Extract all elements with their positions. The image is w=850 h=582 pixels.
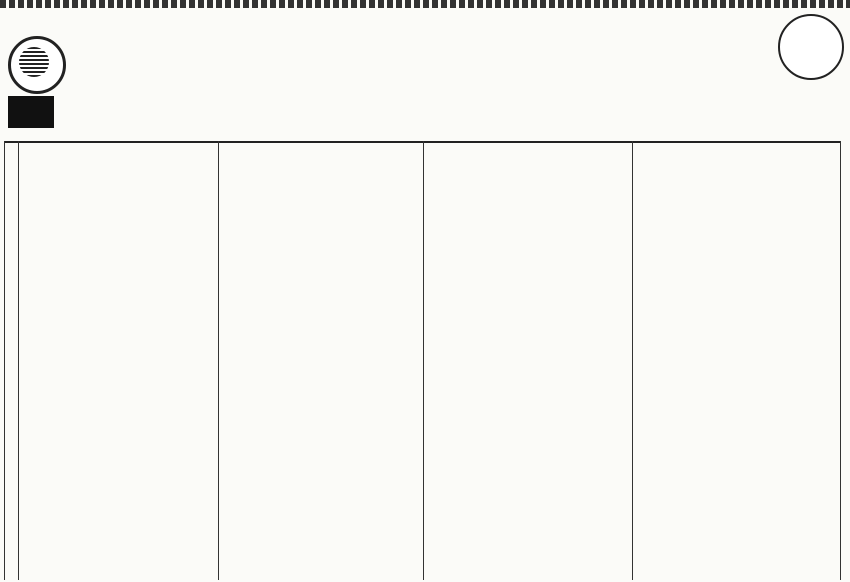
- grid-line: [632, 141, 633, 580]
- grid-line: [18, 141, 19, 580]
- grid-line: [840, 141, 841, 580]
- grid-line: [423, 141, 424, 580]
- grid-line: [4, 141, 5, 580]
- cmku-logo: [8, 96, 54, 128]
- grid-line: [218, 141, 219, 580]
- decorative-top-border: [0, 0, 850, 8]
- stud-book-stamp: [778, 14, 844, 80]
- globe-icon: [19, 47, 49, 77]
- pedigree-table: [4, 141, 840, 582]
- fci-logo: [8, 36, 66, 94]
